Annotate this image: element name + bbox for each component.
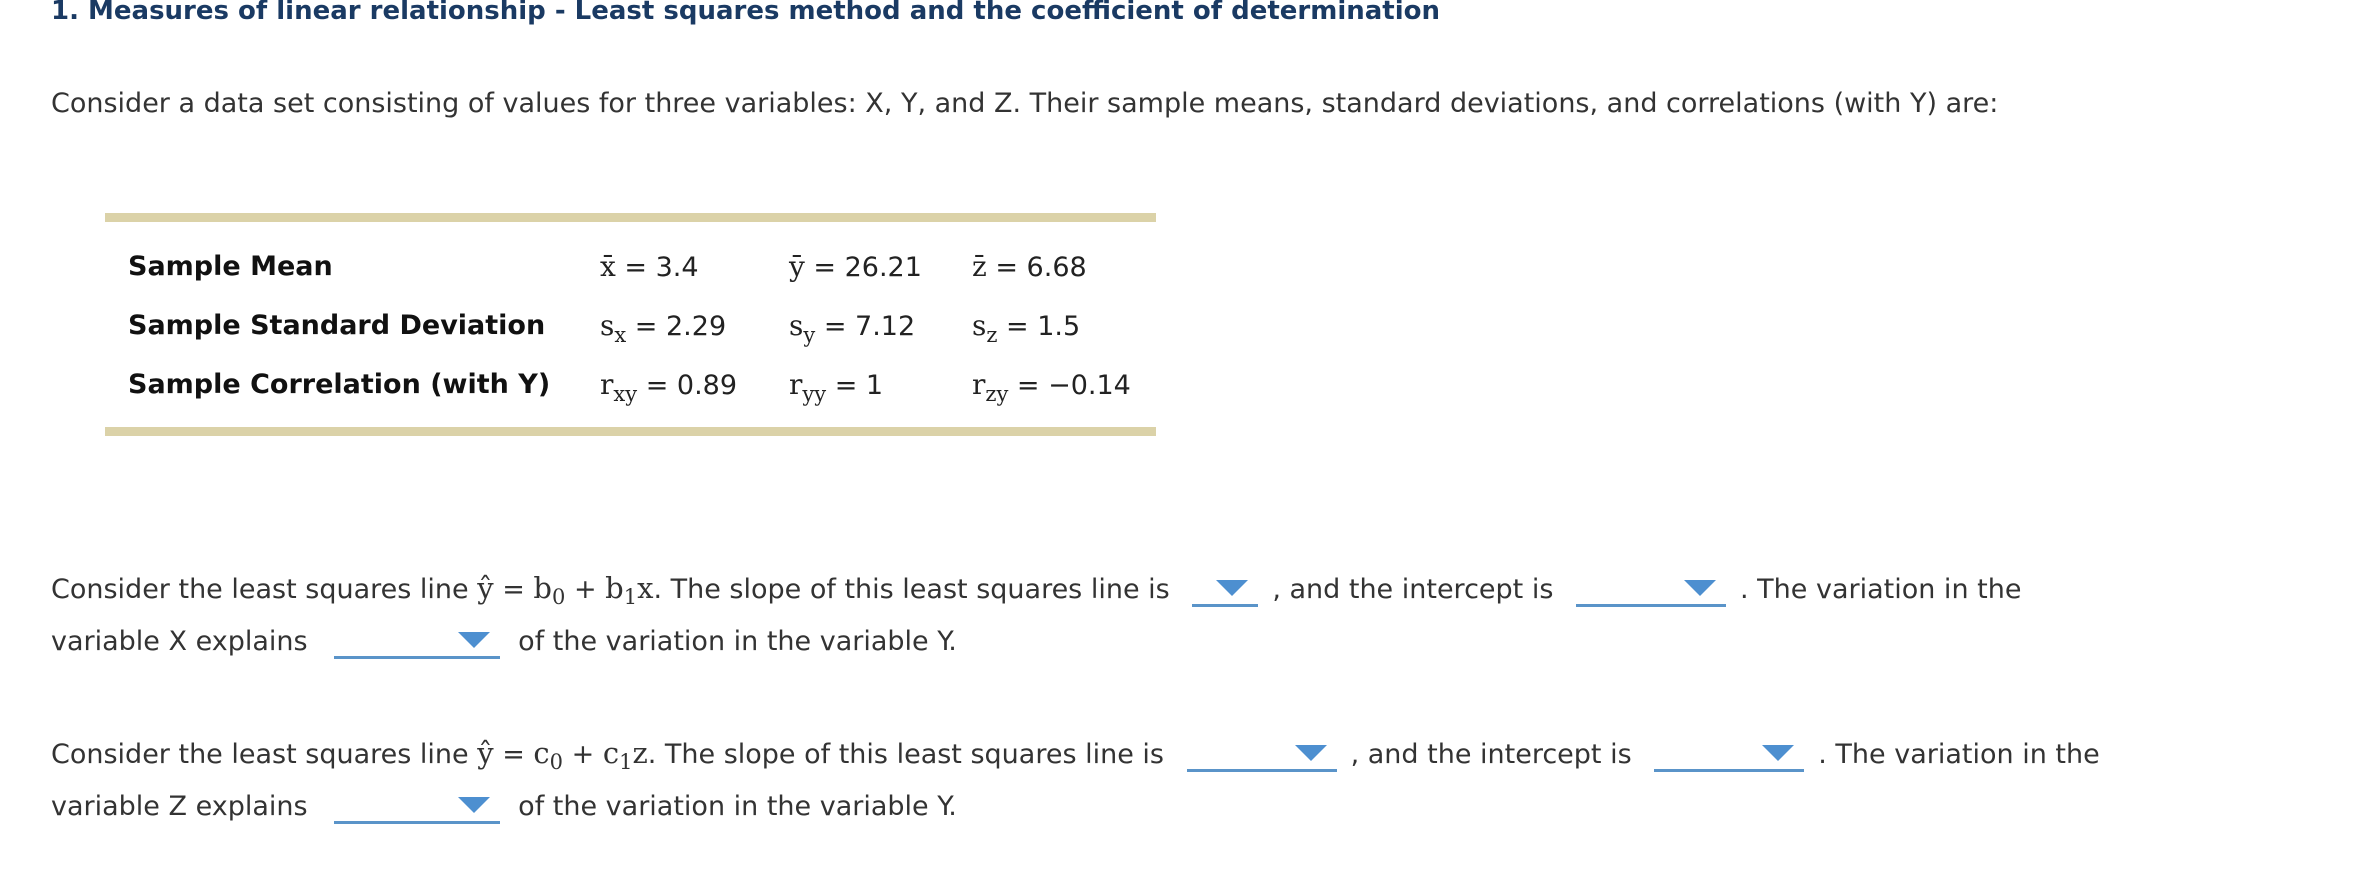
stat-cell-rxy [600, 365, 737, 407]
q2-text-variation: . The variation in the [1818, 739, 2100, 770]
row-label: Sample Correlation (with Y) [128, 369, 551, 400]
stat-value: = 6.68 [986, 252, 1087, 283]
q2-explains-dropdown[interactable] [334, 790, 500, 824]
q1-explains-dropdown[interactable] [334, 625, 500, 659]
dropdown-arrow-icon [1762, 745, 1794, 761]
stat-cell-y-mean [789, 247, 922, 288]
stats-row-std [105, 306, 1156, 346]
stat-subscript: y [803, 323, 816, 347]
q2-slope-dropdown[interactable] [1187, 738, 1337, 772]
q1-text-intro: Consider the least squares line [51, 574, 478, 605]
q1-equals: = [493, 574, 534, 605]
dropdown-arrow-icon [458, 797, 490, 813]
stats-table [105, 213, 1156, 436]
stat-value: = 3.4 [615, 252, 699, 283]
q2-text-intro: Consider the least squares line [51, 739, 478, 770]
q2-c0-subscript: 0 [549, 750, 564, 774]
dropdown-arrow-icon [1216, 580, 1248, 596]
q2-text-tail: of the variation in the variable Y. [518, 791, 957, 822]
stat-value: = 1 [826, 370, 884, 401]
q2-c1-subscript: 1 [619, 750, 633, 774]
q1-text-explains: variable X explains [51, 626, 308, 657]
stat-symbol: r [789, 368, 803, 401]
stat-subscript: yy [802, 382, 827, 406]
q1-text-intercept: , and the intercept is [1272, 574, 1554, 605]
problem-title: 1. Measures of linear relationship - Least squares method and the coefficient of determination [51, 0, 1441, 26]
q2-text-slope: . The slope of this least squares line is [647, 739, 1164, 770]
q1-plus: + [565, 574, 606, 605]
stat-subscript: z [986, 323, 998, 347]
stats-row-corr [105, 365, 1156, 405]
row-label: Sample Standard Deviation [128, 310, 546, 341]
stat-subscript: xy [613, 382, 638, 406]
stat-value: = 1.5 [997, 311, 1081, 342]
stat-symbol: r [972, 368, 986, 401]
question-1-line-1 [51, 561, 2301, 618]
problem-intro: Consider a data set consisting of values for three variables: X, Y, and Z. Their sample means, standard deviations, and correlations (with Y) are: [51, 88, 1999, 119]
q2-variable: z [632, 736, 648, 770]
stat-cell-sx [600, 306, 726, 348]
stat-subscript: x [614, 323, 627, 347]
q2-plus: + [563, 739, 603, 770]
stat-symbol: x̄ [600, 250, 616, 283]
stat-symbol: r [600, 368, 614, 401]
stat-value: = 0.89 [637, 370, 738, 401]
stat-subscript: zy [985, 382, 1009, 406]
q1-b0-subscript: 0 [551, 585, 566, 609]
stat-cell-rzy [972, 365, 1131, 407]
stat-value: = 2.29 [626, 311, 727, 342]
stat-cell-z-mean [972, 247, 1087, 288]
stat-symbol: s [972, 309, 987, 342]
stat-cell-sz [972, 306, 1080, 348]
q1-yhat: ŷ [477, 571, 494, 605]
stat-symbol: s [600, 309, 615, 342]
q2-yhat: ŷ [477, 736, 494, 770]
question-2-line-2 [51, 780, 2301, 834]
stat-value: = 26.21 [804, 252, 922, 283]
row-label: Sample Mean [128, 251, 333, 282]
q2-c0: c [533, 736, 550, 770]
q1-text-slope: . The slope of this least squares line is [653, 574, 1170, 605]
q2-intercept-dropdown[interactable] [1654, 738, 1804, 772]
q1-b1: b [605, 571, 624, 605]
q1-text-variation: . The variation in the [1740, 574, 2022, 605]
q1-slope-dropdown[interactable] [1192, 573, 1258, 607]
q2-c1: c [602, 736, 620, 770]
stat-cell-x-mean [600, 247, 699, 288]
dropdown-arrow-icon [1295, 745, 1327, 761]
dropdown-arrow-icon [458, 632, 490, 648]
stat-symbol: ȳ [789, 250, 805, 283]
q1-intercept-dropdown[interactable] [1576, 573, 1726, 607]
q2-equals: = [493, 739, 534, 770]
stats-row-mean [105, 247, 1156, 287]
q1-text-tail: of the variation in the variable Y. [518, 626, 957, 657]
stat-value: = −0.14 [1008, 370, 1131, 401]
question-1-line-2 [51, 615, 2301, 669]
stat-cell-sy [789, 306, 915, 348]
stat-value: = 7.12 [815, 311, 916, 342]
q1-b0: b [533, 571, 552, 605]
dropdown-arrow-icon [1684, 580, 1716, 596]
question-2-line-1 [51, 726, 2301, 783]
q2-text-intercept: , and the intercept is [1350, 739, 1632, 770]
q2-text-explains: variable Z explains [51, 791, 308, 822]
q1-variable: x [637, 571, 654, 605]
q1-b1-subscript: 1 [623, 585, 638, 609]
stat-symbol: z̄ [972, 250, 987, 283]
stat-symbol: s [789, 309, 804, 342]
stat-cell-ryy [789, 365, 883, 407]
